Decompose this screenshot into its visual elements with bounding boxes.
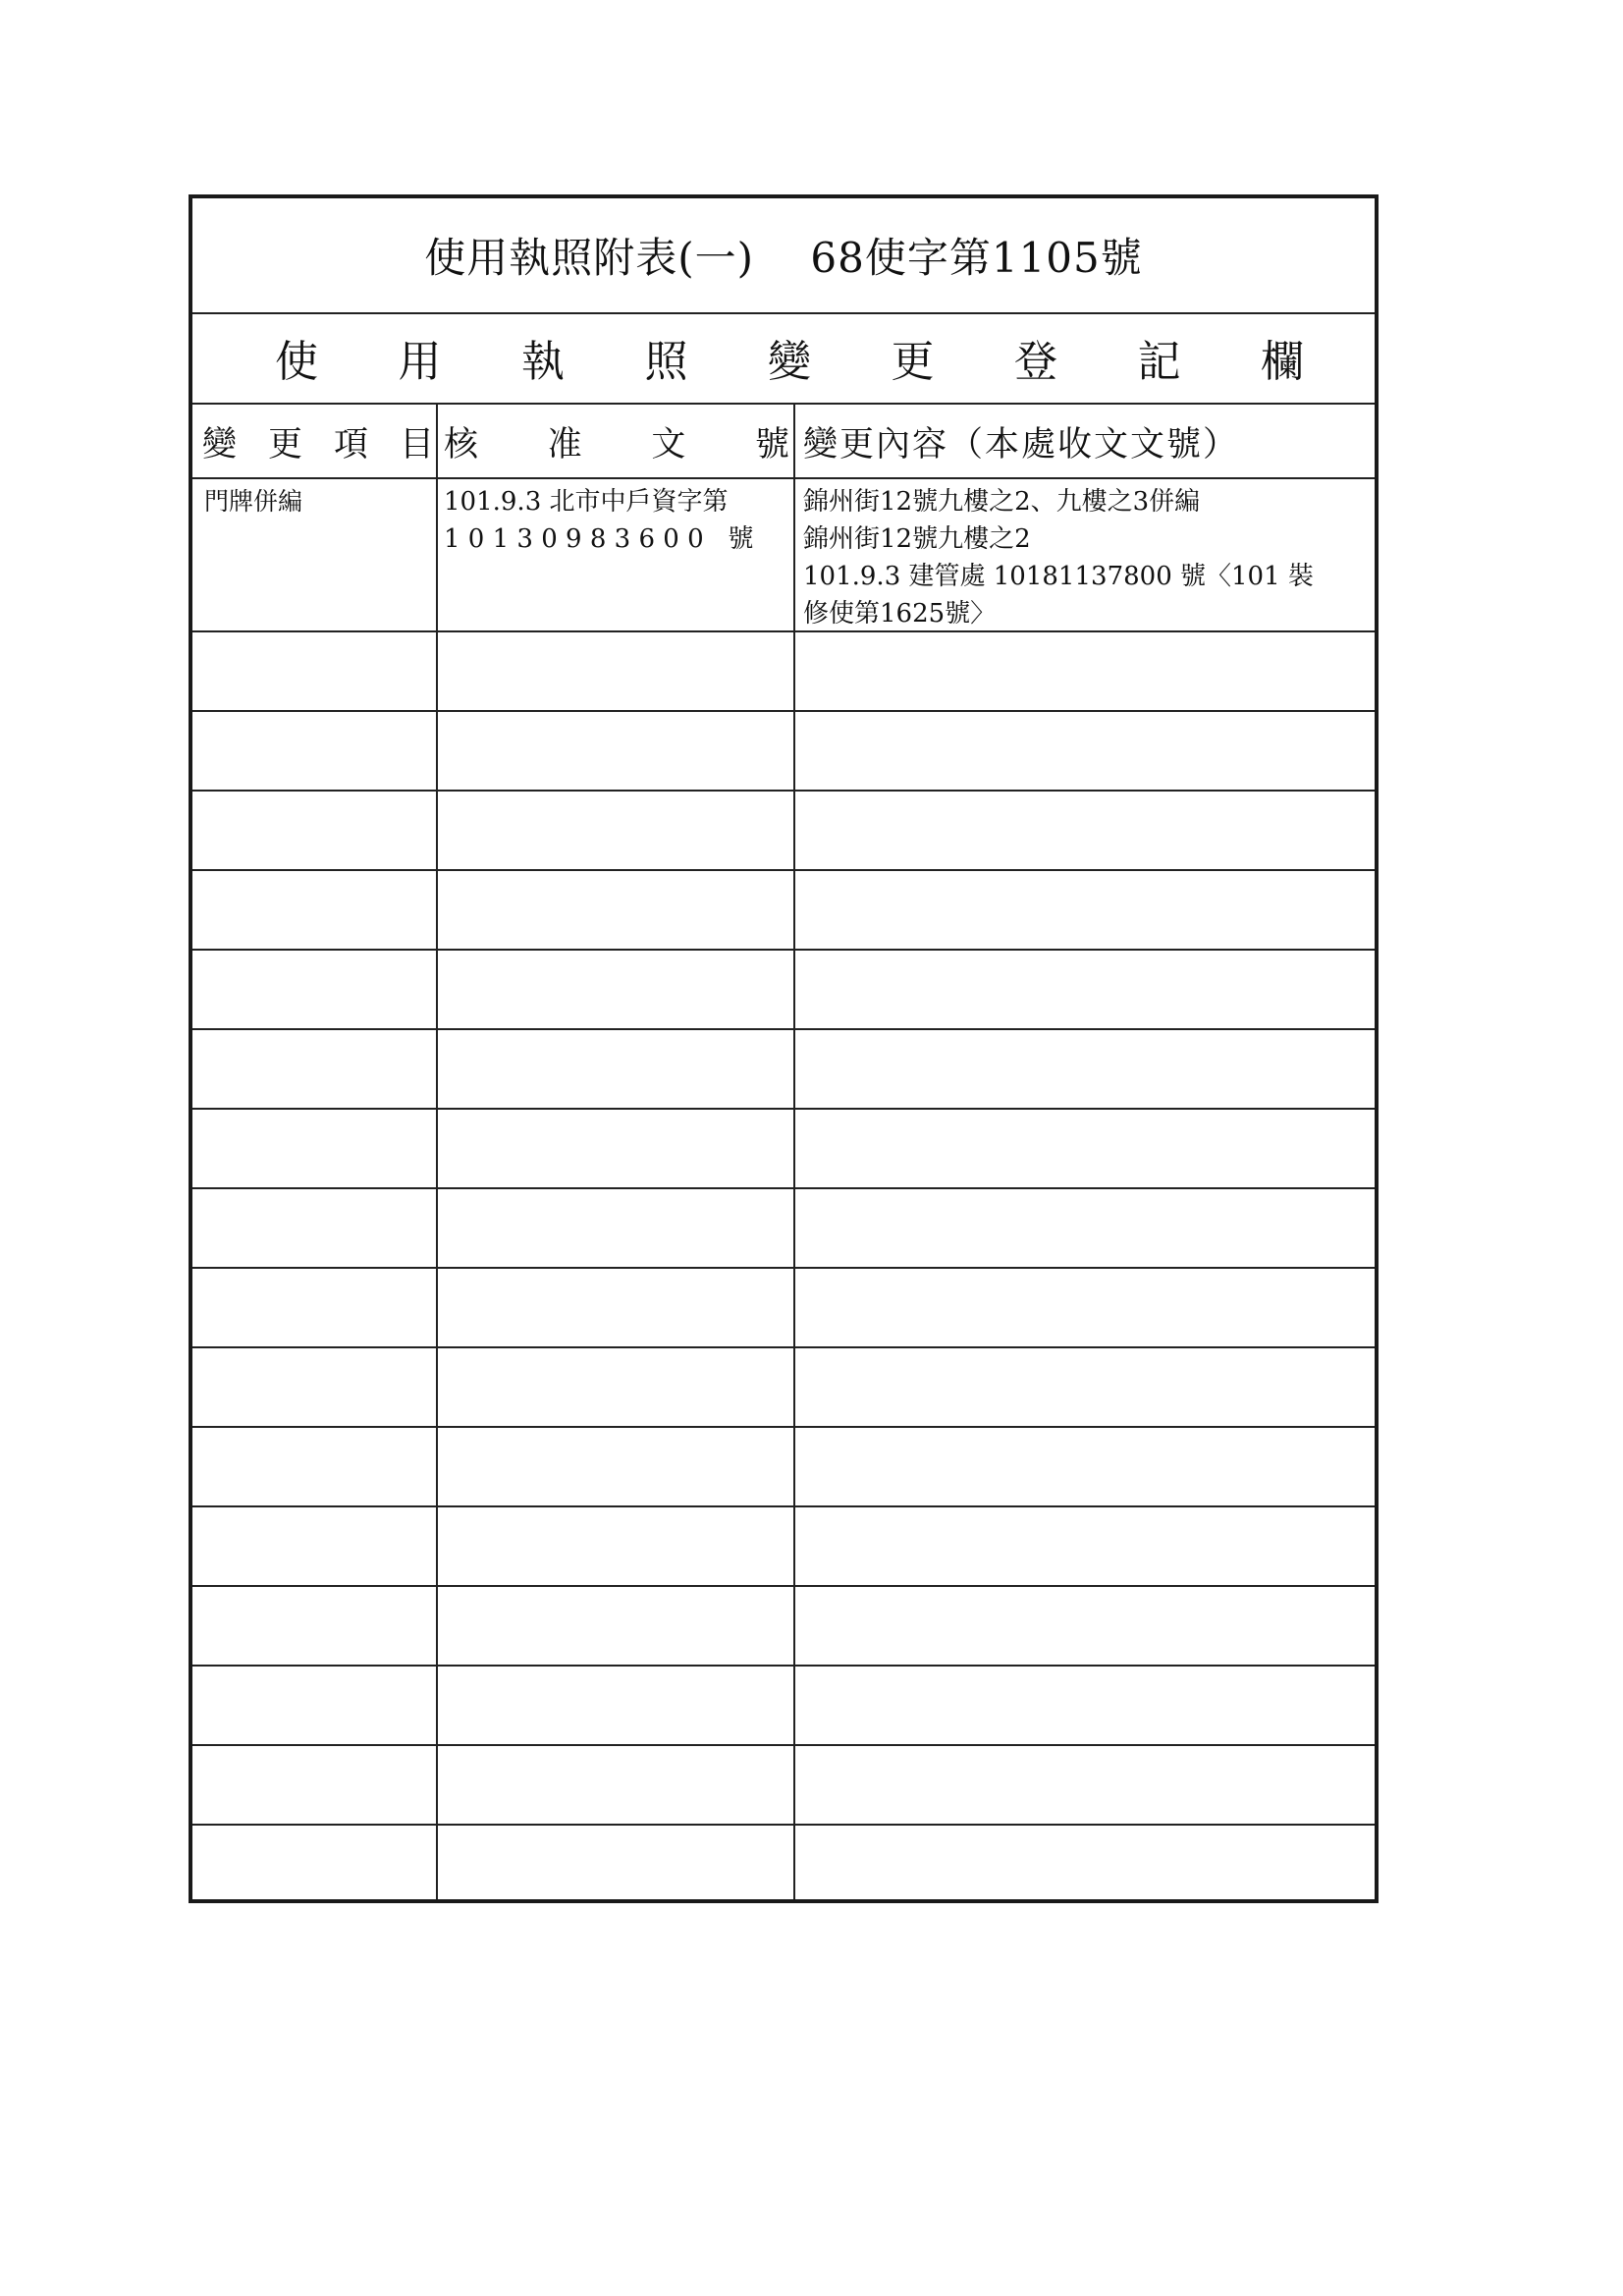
- entry-content: [803, 483, 1314, 632]
- table-row: [192, 1348, 1375, 1428]
- table-row: [192, 479, 1375, 632]
- table-row: [192, 1507, 1375, 1587]
- register-heading-char: 更: [891, 337, 935, 387]
- content-line: 101.9.3 建管處 10181137800 號〈101 裝: [803, 562, 1314, 591]
- permit-attachment-table: [189, 194, 1379, 1903]
- entry-item: 門牌併編: [204, 487, 303, 516]
- header-char: 文: [651, 425, 686, 465]
- table-row: [192, 1269, 1375, 1348]
- column-divider: [793, 405, 795, 1899]
- register-heading-char: 執: [521, 337, 565, 387]
- table-row: [192, 1587, 1375, 1667]
- header-char: 號: [754, 425, 789, 465]
- header-content-label: 變更內容（本處收文文號）: [803, 425, 1240, 465]
- column-header-content: [803, 405, 1373, 479]
- table-row: [192, 632, 1375, 712]
- header-char: 變: [202, 425, 238, 465]
- content-line: 修使第1625號〉: [803, 599, 997, 629]
- header-char: 核: [444, 425, 479, 465]
- entry-approval: [444, 483, 753, 558]
- header-char: 更: [267, 425, 302, 465]
- register-heading-char: 記: [1137, 337, 1181, 387]
- header-char: 目: [399, 425, 434, 465]
- approval-line: 1 0 1 3 0 9 8 3 6 0 0 號: [444, 524, 754, 554]
- register-heading-char: 使: [275, 337, 318, 387]
- table-row: [192, 1667, 1375, 1746]
- table-row: [192, 792, 1375, 871]
- table-row: [192, 951, 1375, 1030]
- table-row: [192, 712, 1375, 792]
- register-heading-char: 欄: [1261, 337, 1304, 387]
- content-line: 錦州街12號九樓之2、九樓之3併編: [803, 487, 1201, 517]
- column-header-item: [202, 405, 434, 479]
- table-row: [192, 871, 1375, 951]
- table-row: [192, 1826, 1375, 1905]
- register-heading-char: 登: [1014, 337, 1057, 387]
- header-char: 項: [333, 425, 368, 465]
- register-heading-char: 照: [644, 337, 688, 387]
- column-header-approval: [444, 405, 789, 479]
- content-line: 錦州街12號九樓之2: [803, 524, 1031, 554]
- column-header-row: [192, 405, 1375, 479]
- document-title: 使用執照附表(一) 68使字第1105號: [424, 234, 1143, 282]
- table-row: [192, 1746, 1375, 1826]
- register-heading-char: 用: [398, 337, 442, 387]
- column-divider: [436, 405, 438, 1899]
- change-log-grid: [192, 405, 1375, 1899]
- register-heading-char: 變: [768, 337, 811, 387]
- table-row: [192, 1428, 1375, 1507]
- table-row: [192, 1030, 1375, 1110]
- register-heading-row: [192, 312, 1375, 405]
- title-row: [192, 198, 1375, 314]
- table-row: [192, 1189, 1375, 1269]
- table-row: [192, 1110, 1375, 1189]
- approval-line: 101.9.3 北市中戶資字第: [444, 487, 729, 517]
- header-char: 准: [547, 425, 582, 465]
